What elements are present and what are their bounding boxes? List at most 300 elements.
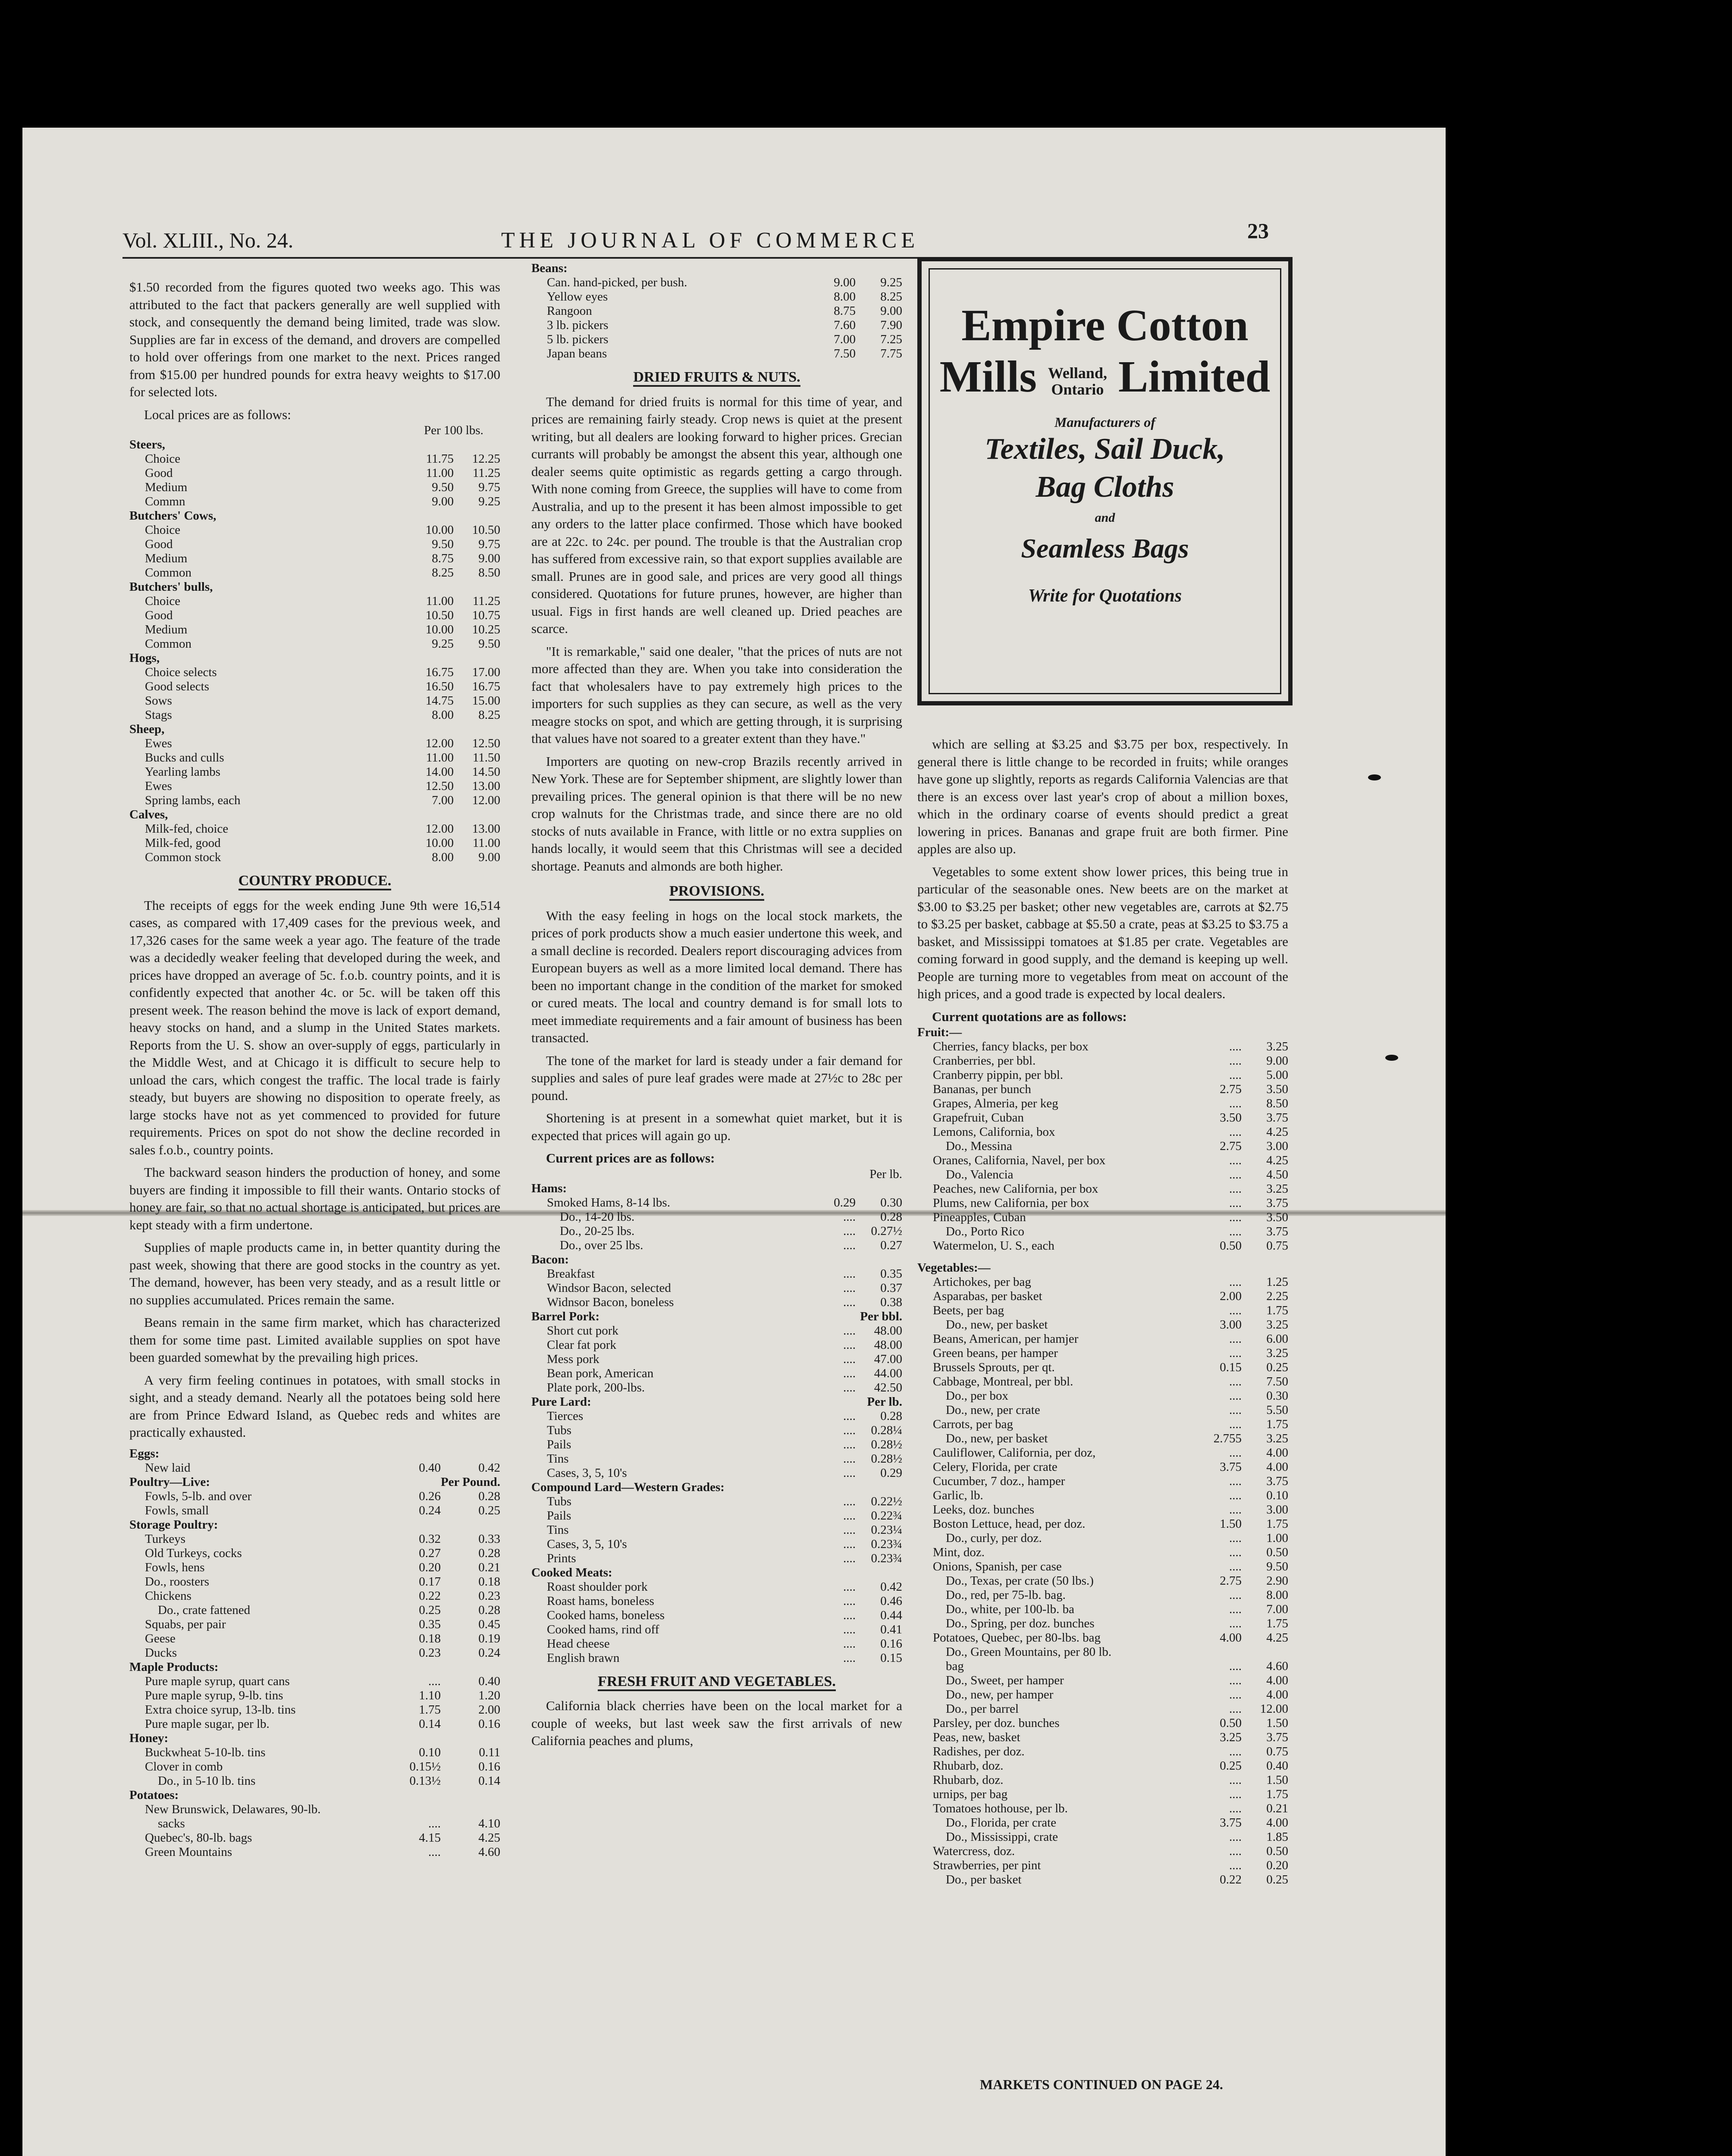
price-high: 48.00 xyxy=(874,1338,902,1352)
price-low: 0.22 xyxy=(419,1589,441,1603)
price-low: .... xyxy=(843,1651,856,1665)
price-low: 12.50 xyxy=(425,779,454,793)
price-low: 7.00 xyxy=(834,332,856,346)
price-high: 17.00 xyxy=(472,665,500,679)
item-label: Choice selects xyxy=(145,665,217,679)
price-high: 0.21 xyxy=(478,1560,500,1574)
price-high: 0.38 xyxy=(880,1295,902,1309)
price-high: 8.50 xyxy=(478,566,500,580)
ad-location: Welland, Ontario xyxy=(1048,364,1107,398)
category-row xyxy=(531,1253,902,1267)
item-label: Do., new, per hamper xyxy=(946,1688,1054,1702)
price-low: 14.75 xyxy=(425,694,454,708)
ad-products-2: Bag Cloths xyxy=(1035,470,1174,504)
item-label: Tomatoes hothouse, per lb. xyxy=(933,1802,1068,1815)
price-high: 0.40 xyxy=(1266,1759,1288,1773)
price-low: .... xyxy=(1229,1346,1242,1360)
price-low xyxy=(407,580,454,594)
price-row xyxy=(129,779,500,793)
price-low: 8.25 xyxy=(432,566,454,580)
price-high: 9.50 xyxy=(478,637,500,651)
price-low: 0.10 xyxy=(419,1745,441,1759)
price-high: 0.28 xyxy=(478,1546,500,1560)
item-label: Bucks and culls xyxy=(145,751,224,765)
price-low xyxy=(809,1181,856,1196)
category-row xyxy=(129,1447,500,1461)
price-low: .... xyxy=(843,1579,856,1594)
price-row xyxy=(917,1474,1288,1489)
price-high: 7.25 xyxy=(880,332,902,346)
vegetables-table xyxy=(917,1261,1288,1887)
item-label: Peas, new, basket xyxy=(933,1730,1020,1744)
price-low: 0.35 xyxy=(419,1617,441,1631)
price-low: 2.75 xyxy=(1220,1574,1242,1588)
price-row xyxy=(917,1745,1288,1759)
item-label: Do., curly, per doz. xyxy=(946,1531,1042,1545)
category-row xyxy=(129,1788,500,1802)
price-row xyxy=(917,1787,1288,1802)
item-label: Fowls, 5-lb. and over xyxy=(145,1489,252,1503)
price-low: 2.755 xyxy=(1213,1432,1242,1445)
category-row xyxy=(129,722,500,736)
price-row xyxy=(917,1545,1288,1560)
item-label: Good xyxy=(145,466,173,480)
price-high: 3.25 xyxy=(1266,1346,1288,1360)
price-row xyxy=(531,1438,902,1452)
price-row xyxy=(129,793,500,808)
price-high: 0.23¾ xyxy=(871,1537,902,1551)
price-row xyxy=(917,1802,1288,1816)
price-low xyxy=(809,1566,856,1580)
item-label: Common stock xyxy=(145,850,221,864)
item-label: Choice xyxy=(145,523,181,537)
price-low xyxy=(394,1731,441,1745)
item-label: Cooked hams, rind off xyxy=(547,1622,659,1636)
price-low xyxy=(394,1660,441,1674)
price-row xyxy=(129,552,500,566)
price-high xyxy=(454,808,500,822)
price-high: 4.10 xyxy=(478,1816,500,1830)
price-high: 3.25 xyxy=(1266,1318,1288,1332)
price-high: 11.25 xyxy=(472,466,500,480)
provisions-intro: Current prices are as follows: xyxy=(546,1150,715,1166)
price-high: 11.25 xyxy=(472,594,500,608)
beans-rows xyxy=(531,261,902,361)
category-row xyxy=(531,1181,902,1196)
price-row xyxy=(917,1239,1288,1253)
price-low: 8.75 xyxy=(432,552,454,565)
item-label: Strawberries, per pint xyxy=(933,1858,1041,1872)
price-row xyxy=(129,665,500,680)
price-low: 0.18 xyxy=(419,1631,441,1645)
item-label: Calves, xyxy=(129,808,168,821)
item-label: Cranberry pippin, per bbl. xyxy=(933,1068,1064,1082)
price-row xyxy=(917,1360,1288,1375)
price-high xyxy=(856,1480,902,1495)
price-high: 9.75 xyxy=(478,537,500,551)
item-label: Do., Florida, per crate xyxy=(946,1816,1057,1830)
price-row xyxy=(129,1646,500,1660)
quotations-intro: Current quotations are as follows: xyxy=(932,1009,1127,1024)
column-1 xyxy=(129,279,500,1859)
vegetable-rows xyxy=(917,1261,1288,1887)
price-low xyxy=(407,808,454,822)
price-low: .... xyxy=(1229,1304,1242,1317)
price-row xyxy=(531,318,902,332)
price-high: 0.75 xyxy=(1266,1239,1288,1253)
price-low: .... xyxy=(843,1451,856,1466)
price-low: 8.00 xyxy=(432,708,454,722)
price-high: 0.46 xyxy=(880,1594,902,1608)
item-label: Storage Poultry: xyxy=(129,1517,218,1532)
price-low: 11.00 xyxy=(426,594,454,608)
price-row xyxy=(129,466,500,480)
country-produce-text xyxy=(129,897,500,1442)
item-label: 3 lb. pickers xyxy=(547,318,609,332)
price-low: .... xyxy=(843,1437,856,1451)
item-label: Potatoes, Quebec, per 80-lbs. bag xyxy=(933,1631,1101,1645)
price-high: 0.16 xyxy=(478,1759,500,1774)
item-label: Good xyxy=(145,608,173,622)
price-row xyxy=(531,332,902,347)
price-row xyxy=(531,1452,902,1466)
price-high: 0.50 xyxy=(1266,1545,1288,1559)
price-high: 0.40 xyxy=(478,1674,500,1688)
price-low xyxy=(809,1480,856,1495)
price-low: 9.50 xyxy=(432,537,454,551)
price-high: 1.25 xyxy=(1266,1275,1288,1289)
item-label: Brussels Sprouts, per qt. xyxy=(933,1360,1055,1374)
item-label: Cauliflower, California, per doz, xyxy=(933,1446,1096,1460)
price-high: 3.75 xyxy=(1266,1111,1288,1125)
price-row xyxy=(531,1352,902,1366)
price-row xyxy=(917,1588,1288,1602)
item-label: Do., roosters xyxy=(145,1574,210,1589)
price-low: 1.50 xyxy=(1220,1517,1242,1531)
price-low: .... xyxy=(843,1622,856,1636)
price-row xyxy=(129,1703,500,1717)
category-row xyxy=(531,261,902,276)
price-low: .... xyxy=(1229,1332,1242,1346)
category-row xyxy=(129,1475,500,1489)
price-row xyxy=(129,1845,500,1859)
price-row xyxy=(917,1040,1288,1054)
price-low: 9.50 xyxy=(432,480,454,494)
price-low: 0.50 xyxy=(1220,1716,1242,1730)
price-low: .... xyxy=(428,1845,441,1859)
price-row xyxy=(531,1651,902,1665)
item-label: Cherries, fancy blacks, per box xyxy=(933,1040,1089,1053)
item-label: New laid xyxy=(145,1460,191,1475)
item-label: Vegetables:— xyxy=(917,1261,991,1275)
fresh-fruit-continued-text xyxy=(917,736,1288,1003)
price-low: .... xyxy=(1229,1389,1242,1403)
price-high: 0.37 xyxy=(880,1281,902,1295)
price-row xyxy=(917,1617,1288,1631)
price-low: 10.50 xyxy=(425,608,454,622)
item-label: Squabs, per pair xyxy=(145,1617,226,1631)
item-label: Green beans, per hamper xyxy=(933,1346,1058,1360)
item-label xyxy=(531,1167,809,1181)
price-row xyxy=(917,1318,1288,1332)
item-label: Extra choice syrup, 13-lb. tins xyxy=(145,1702,296,1717)
price-low xyxy=(1195,1261,1242,1275)
item-label: Sheep, xyxy=(129,722,165,736)
price-row xyxy=(129,623,500,637)
price-high xyxy=(441,1518,500,1532)
price-low: 3.75 xyxy=(1220,1816,1242,1830)
item-label: Spring lambs, each xyxy=(145,793,241,807)
price-low xyxy=(809,1395,856,1409)
price-row xyxy=(129,694,500,708)
price-high: 9.00 xyxy=(880,304,902,318)
price-high: 4.25 xyxy=(1266,1153,1288,1167)
price-high: 0.18 xyxy=(478,1574,500,1589)
price-high: 0.29 xyxy=(880,1466,902,1480)
item-label: Do., Mississippi, crate xyxy=(946,1830,1058,1844)
price-row xyxy=(129,480,500,495)
price-high: 3.75 xyxy=(1266,1730,1288,1744)
category-row xyxy=(129,1660,500,1674)
item-label: Barrel Pork: xyxy=(531,1309,600,1323)
price-low: 0.32 xyxy=(419,1532,441,1546)
price-row xyxy=(531,290,902,304)
provisions-heading: PROVISIONS. xyxy=(531,883,902,900)
empire-cotton-advertisement xyxy=(917,257,1293,705)
item-label: Do., new, per basket xyxy=(946,1318,1048,1332)
price-row xyxy=(917,1659,1288,1673)
item-label: Commn xyxy=(145,495,185,508)
price-high: 1.50 xyxy=(1266,1773,1288,1787)
item-label: Cranberries, per bbl. xyxy=(933,1054,1036,1068)
item-label: Rhubarb, doz. xyxy=(933,1773,1004,1787)
item-label: Bean pork, American xyxy=(547,1366,654,1380)
price-low xyxy=(407,722,454,736)
price-low: .... xyxy=(1229,1474,1242,1488)
item-label: Mint, doz. xyxy=(933,1545,985,1559)
price-row xyxy=(129,850,500,865)
price-high: 10.75 xyxy=(472,608,500,622)
price-low: 10.00 xyxy=(425,523,454,537)
paragraph: "It is remarkable," said one dealer, "that the prices of nuts are not more affected than they are. When you take into consideration the fact that wholesalers have to pay extremely high prices to the importers for such supplies as they can secure, as well as the very meagre stocks on spot, and which are getting through, it is surprising that values have not soared to a greater extent than they have." xyxy=(531,643,902,746)
price-row xyxy=(917,1139,1288,1153)
price-low: 3.75 xyxy=(1220,1460,1242,1474)
ad-products-3: Seamless Bags xyxy=(1021,533,1189,564)
price-row xyxy=(531,1267,902,1281)
item-label: Do., new, per crate xyxy=(946,1403,1040,1417)
price-low: .... xyxy=(1229,1560,1242,1573)
ad-products-1: Textiles, Sail Duck, xyxy=(985,432,1225,466)
price-row xyxy=(531,1210,902,1224)
item-label: Oranes, California, Navel, per box xyxy=(933,1153,1106,1167)
price-high: 3.25 xyxy=(1266,1040,1288,1053)
price-low: 9.00 xyxy=(834,276,856,289)
category-row xyxy=(917,1025,1288,1040)
price-high xyxy=(454,580,500,594)
price-low xyxy=(407,651,454,665)
price-row xyxy=(917,1858,1288,1873)
category-row xyxy=(531,1480,902,1495)
fresh-fruit-text: California black cherries have been on the local market for a couple of weeks, but last week saw the first arrivals of new California peaches and plums, xyxy=(531,1698,902,1748)
item-label: Pails xyxy=(547,1437,571,1451)
item-label: Do., Green Mountains, per 80 lb. xyxy=(946,1645,1112,1659)
price-high: 8.25 xyxy=(880,290,902,304)
price-high: 48.00 xyxy=(874,1323,902,1338)
column-2 xyxy=(531,261,902,1755)
item-label: Do., Spring, per doz. bunches xyxy=(946,1617,1095,1630)
fruit-rows xyxy=(917,1025,1288,1253)
price-high: 1.75 xyxy=(1266,1304,1288,1317)
category-row xyxy=(129,1731,500,1745)
price-row xyxy=(129,836,500,850)
price-row xyxy=(917,1460,1288,1474)
price-low: .... xyxy=(1229,1702,1242,1716)
price-row xyxy=(917,1631,1288,1645)
item-label: Can. hand-picked, per bush. xyxy=(547,276,687,289)
price-low xyxy=(1195,1645,1242,1659)
price-low: 9.25 xyxy=(432,637,454,651)
item-label: Sows xyxy=(145,694,172,708)
price-low: 14.00 xyxy=(425,765,454,779)
item-label: Fruit:— xyxy=(917,1025,962,1039)
item-label: Do., red, per 75-lb. bag. xyxy=(946,1588,1066,1602)
price-low: 0.15 xyxy=(1220,1360,1242,1374)
item-label: Tierces xyxy=(547,1409,584,1423)
item-label: Pure Lard: xyxy=(531,1395,591,1409)
price-low: .... xyxy=(1229,1787,1242,1801)
price-low: .... xyxy=(1229,1858,1242,1872)
item-label: Pure maple syrup, quart cans xyxy=(145,1674,290,1688)
price-low: 0.29 xyxy=(834,1195,856,1210)
price-high: 1.75 xyxy=(1266,1787,1288,1801)
price-row xyxy=(917,1304,1288,1318)
price-row xyxy=(917,1168,1288,1182)
price-row xyxy=(129,1504,500,1518)
price-row xyxy=(917,1730,1288,1745)
price-low: .... xyxy=(1229,1617,1242,1630)
price-high: 13.00 xyxy=(472,779,500,793)
price-low: .... xyxy=(843,1409,856,1423)
price-high: 2.00 xyxy=(478,1702,500,1717)
price-high: 0.27½ xyxy=(871,1224,902,1238)
price-high: 3.00 xyxy=(1266,1503,1288,1517)
price-row xyxy=(917,1289,1288,1304)
price-row xyxy=(531,1167,902,1181)
price-row xyxy=(917,1673,1288,1688)
paragraph: The receipts of eggs for the week ending June 9th were 16,514 cases, as compared with 17,409 cases for the previous week, and 17,326 cases for the same week a year ago. The feature of the trade was a decidedly weaker feeling that developed during the week, and prices have dropped an average of 5c. f.o.b. country points, and it is confidently expected that another 4c. or 5c. will be taken off this present week. The reason behind the move is lack of export demand, heavy stocks on hand, and a slump in the United States markets. Reports from the U. S. show an over-supply of eggs, particularly in the Middle West, and at Chicago it is difficult to secure help to unload the cars, which congest the traffic. The local trade is fairly steady, but buyers are showing no disposition to operate freely, as large stocks have not as yet commenced to provided for future requirements. Prices on spot do not show the decline recorded in sales f.o.b., country points. xyxy=(129,897,500,1157)
item-label: Boston Lettuce, head, per doz. xyxy=(933,1517,1086,1531)
price-low: 4.00 xyxy=(1220,1631,1242,1645)
item-label: Radishes, per doz. xyxy=(933,1745,1025,1758)
price-row xyxy=(531,1295,902,1310)
price-row xyxy=(129,1546,500,1561)
price-low: .... xyxy=(1229,1802,1242,1815)
price-high: 9.25 xyxy=(880,276,902,289)
ad-company-line2: Mills Welland, Ontario Limited xyxy=(939,352,1271,401)
livestock-table xyxy=(129,423,500,865)
price-row xyxy=(917,1054,1288,1068)
price-low xyxy=(394,1447,441,1461)
price-low: 7.60 xyxy=(834,318,856,332)
price-low: .... xyxy=(1229,1489,1242,1502)
price-row xyxy=(531,1580,902,1594)
price-high: 7.50 xyxy=(1266,1375,1288,1388)
price-row xyxy=(917,1082,1288,1097)
item-label: Medium xyxy=(145,480,188,494)
item-label: Onions, Spanish, per case xyxy=(933,1560,1062,1573)
price-high: 1.75 xyxy=(1266,1517,1288,1531)
price-low: .... xyxy=(843,1508,856,1523)
item-label: Chickens xyxy=(145,1589,191,1603)
price-low: .... xyxy=(1229,1773,1242,1787)
price-high: 0.28½ xyxy=(871,1451,902,1466)
item-label: Maple Products: xyxy=(129,1660,219,1674)
price-high: 0.45 xyxy=(478,1617,500,1631)
price-low: 1.10 xyxy=(419,1688,441,1702)
price-row xyxy=(917,1125,1288,1139)
price-high xyxy=(441,1731,500,1745)
price-row xyxy=(129,1745,500,1760)
price-row xyxy=(917,1097,1288,1111)
item-label: Smoked Hams, 8-14 lbs. xyxy=(547,1195,670,1210)
price-high: 12.25 xyxy=(472,452,500,466)
price-low: 0.24 xyxy=(419,1503,441,1517)
paragraph: Vegetables to some extent show lower prices, this being true in particular of the seasonable ones. New beets are on the market at $3.00 to $3.25 per basket; other new vegetables are, carrots at $2.75 to $3.25 per basket, cabbage at $5.50 a crate, peas at $3.25 to $3.75 a basket, and Mississippi tomatoes at $1.85 per crate. Vegetables are coming forward in good supply, and the demand is keeping up well. People are turning more to vegetables from meat on account of the high prices, and a good trade is expected by local dealers. xyxy=(917,864,1288,1001)
price-low: 2.00 xyxy=(1220,1289,1242,1303)
item-label: Carrots, per bag xyxy=(933,1417,1013,1431)
price-row xyxy=(917,1873,1288,1887)
category-row xyxy=(129,1518,500,1532)
price-low: 7.50 xyxy=(834,347,856,360)
price-high: 0.19 xyxy=(478,1631,500,1645)
price-low xyxy=(809,261,856,276)
item-label: Pure maple sugar, per lb. xyxy=(145,1717,270,1731)
item-label: bag xyxy=(946,1659,964,1673)
price-low: 4.15 xyxy=(419,1830,441,1845)
price-high: 4.00 xyxy=(1266,1688,1288,1702)
price-high: 8.25 xyxy=(478,708,500,722)
price-row xyxy=(531,1523,902,1537)
category-row xyxy=(129,651,500,665)
price-low: 0.15½ xyxy=(409,1759,441,1774)
provisions-text xyxy=(531,907,902,1145)
price-low: 0.27 xyxy=(419,1546,441,1560)
item-label: Ducks xyxy=(145,1645,177,1660)
price-high: 0.22½ xyxy=(871,1494,902,1508)
item-label: Steers, xyxy=(129,438,165,451)
price-high: 0.24 xyxy=(478,1645,500,1660)
price-high: 0.16 xyxy=(880,1636,902,1651)
price-row xyxy=(129,566,500,580)
paragraph: Importers are quoting on new-crop Brazils recently arrived in New York. These are for September shipment, are slightly lower than prevailing prices. The general opinion is that there will be no new crop walnuts for the Christmas trade, and since there are no old stocks of nuts available in France, with little or no extra supplies on hands locally, it would seem that this Christmas will see a decided shortage. Peanuts and almonds are both higher. xyxy=(531,753,902,874)
price-row xyxy=(917,1503,1288,1517)
price-high: 4.60 xyxy=(1266,1659,1288,1673)
item-label: Grapefruit, Cuban xyxy=(933,1111,1024,1125)
item-label: Ewes xyxy=(145,736,172,750)
price-low: .... xyxy=(1229,1040,1242,1053)
price-row xyxy=(531,1637,902,1651)
price-low: 2.75 xyxy=(1220,1082,1242,1096)
price-row xyxy=(129,1831,500,1845)
price-row xyxy=(531,1381,902,1395)
price-low: 0.25 xyxy=(419,1603,441,1617)
item-label: 5 lb. pickers xyxy=(547,332,609,346)
price-low: 0.50 xyxy=(1220,1239,1242,1253)
price-high: 0.33 xyxy=(478,1532,500,1546)
item-label: New Brunswick, Delawares, 90-lb. xyxy=(145,1802,321,1816)
price-high: 7.90 xyxy=(880,318,902,332)
price-high: 10.50 xyxy=(472,523,500,537)
